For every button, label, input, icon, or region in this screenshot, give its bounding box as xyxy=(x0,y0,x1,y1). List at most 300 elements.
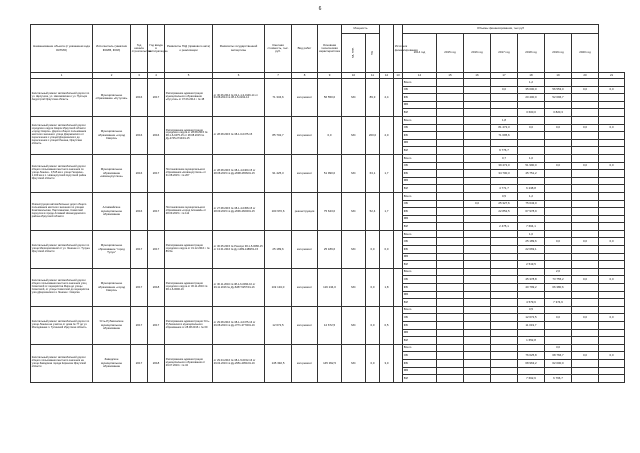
cell-y15 xyxy=(464,116,491,124)
cell-y16: 39 472,0 xyxy=(491,162,518,170)
cell-y15 xyxy=(464,375,491,383)
cell-y17: 68 963,2 xyxy=(518,359,545,367)
cell-y16 xyxy=(491,253,518,261)
cell-m1: 200,0 xyxy=(366,116,380,154)
table-row xyxy=(31,268,625,276)
cell-y16: 34 700,3 xyxy=(491,170,518,178)
cell-y19 xyxy=(572,261,599,269)
header-text: ед. изм. xyxy=(350,47,355,59)
cell-funding-label: Всего xyxy=(403,306,437,314)
column-number: 7 xyxy=(265,73,292,79)
cell-y19 xyxy=(572,223,599,231)
cell-y16: 0,0 xyxy=(491,86,518,94)
cell-y15 xyxy=(464,337,491,345)
cell-y19 xyxy=(572,154,599,162)
header-year xyxy=(464,34,491,73)
cell-funding-label: МБ xyxy=(403,329,437,337)
cell-m2: 1,7 xyxy=(380,192,394,230)
cell-funding-label: ОБ xyxy=(403,162,437,170)
header-text: Мощность xyxy=(353,26,368,31)
cell-start: 2016 xyxy=(131,192,148,230)
header-col-3 xyxy=(131,25,152,73)
cell-funding-label: ВИ xyxy=(403,261,437,269)
cell-y15 xyxy=(464,109,491,117)
header-year xyxy=(437,34,464,73)
cell-y18 xyxy=(545,192,572,200)
cell-y18: 56 553,0 xyxy=(545,86,572,94)
cell-y14 xyxy=(437,230,464,238)
cell-y20 xyxy=(599,101,625,109)
cell-y15 xyxy=(464,367,491,375)
cell-y20 xyxy=(599,147,625,155)
cell-expert: от 30.06.2014 № 02-1-1-3-0146-14 от 04.08.2014 № 38-1-5-0192-14 xyxy=(213,79,265,117)
cell-y20: 0,0 xyxy=(599,238,625,246)
cell-funding-label: ВИ xyxy=(403,375,437,383)
cell-y18 xyxy=(545,208,572,216)
cell-y17: 12 672,5 xyxy=(518,314,545,322)
cell-end: 2016 xyxy=(148,116,165,154)
cell-y18 xyxy=(545,261,572,269)
cell-y18 xyxy=(545,200,572,208)
cell-decree: Распоряжение администрации муниципального образования «Кутулик» от 07.06.2014 г. № 48 xyxy=(165,79,213,117)
column-number: 2 xyxy=(93,73,131,79)
cell-y16: 71 695,6 xyxy=(491,132,518,140)
cell-y18 xyxy=(545,177,572,185)
cell-y18: 2,6 xyxy=(545,268,572,276)
cell-y19 xyxy=(572,375,599,383)
cell-y15 xyxy=(464,230,491,238)
column-number: 1 xyxy=(31,73,93,79)
cell-y15: 0,0 xyxy=(464,200,491,208)
cell-y18 xyxy=(545,139,572,147)
cell-funding-label: ФБ xyxy=(403,246,437,254)
cell-y20 xyxy=(599,79,625,87)
cell-y19 xyxy=(572,192,599,200)
cell-y16 xyxy=(491,238,518,246)
cell-y17: 20 400,0 xyxy=(518,94,545,102)
cell-y19: 0,0 xyxy=(572,124,599,132)
cell-funding-label: МБ xyxy=(403,291,437,299)
cell-y17: 35 000,0 xyxy=(518,86,545,94)
cell-y17: 1 652,8 xyxy=(518,337,545,345)
cell-y18 xyxy=(545,79,572,87)
cell-y15 xyxy=(464,284,491,292)
cell-y19 xyxy=(572,139,599,147)
cell-y14 xyxy=(437,215,464,223)
header-h10a xyxy=(342,34,366,73)
cell-y14 xyxy=(437,276,464,284)
cell-y19: 0,0 xyxy=(572,162,599,170)
cell-char: 0,0 xyxy=(318,116,342,154)
cell-y17: 76 625,8 xyxy=(518,352,545,360)
cell-y17 xyxy=(518,215,545,223)
column-number: 19 xyxy=(545,73,572,79)
cell-decree: Распоряжение администрации муниципального образования от 29.07.2016 г. № 34 xyxy=(165,344,213,382)
cell-y16 xyxy=(491,284,518,292)
cell-y20: 0,0 xyxy=(599,314,625,322)
cell-y17: 51 990,0 xyxy=(518,162,545,170)
cell-y20 xyxy=(599,359,625,367)
cell-unit: МС xyxy=(342,268,366,306)
table-row xyxy=(31,154,625,162)
header-text: Основная техническая характеристика xyxy=(319,42,340,54)
cell-y17 xyxy=(518,147,545,155)
column-number: 14 xyxy=(403,73,437,79)
cell-y16 xyxy=(491,359,518,367)
cell-y20 xyxy=(599,177,625,185)
cell-expert: от 28.08.2015 № 38-1-6-0475-15 xyxy=(213,116,265,154)
header-text: Вид работ xyxy=(297,45,312,50)
cell-y18 xyxy=(545,246,572,254)
column-number: 11 xyxy=(366,73,380,79)
cell-end: 2017 xyxy=(148,306,165,344)
cell-y14 xyxy=(437,337,464,345)
cell-y20 xyxy=(599,268,625,276)
cell-y16: 0,5 xyxy=(491,192,518,200)
cell-y19 xyxy=(572,230,599,238)
cell-y20 xyxy=(599,116,625,124)
cell-y16: 1,8 xyxy=(491,116,518,124)
cell-y16 xyxy=(491,375,518,383)
cell-kind: кап.ремонт xyxy=(292,79,318,117)
cell-y20 xyxy=(599,132,625,140)
cell-y17: 3 600,0 xyxy=(518,109,545,117)
cell-y14 xyxy=(437,132,464,140)
cell-y17: 45 378,8 xyxy=(518,276,545,284)
cell-kind: кап.ремонт xyxy=(292,230,318,268)
cell-blank xyxy=(394,79,403,117)
column-number: 9 xyxy=(318,73,342,79)
cell-funding-label: Всего xyxy=(403,116,437,124)
cell-kind: кап.ремонт xyxy=(292,268,318,306)
cell-unit: МС xyxy=(342,230,366,268)
cell-m1: 89,3 xyxy=(366,79,380,117)
cell-y20 xyxy=(599,299,625,307)
cell-funding-label: Всего xyxy=(403,268,437,276)
cell-y19 xyxy=(572,185,599,193)
cell-start: 2017 xyxy=(131,344,148,382)
cell-m1: 0,0 xyxy=(366,230,380,268)
header-text: 2019 год xyxy=(552,50,564,55)
table-row xyxy=(31,116,625,124)
cell-char: 12 672,5 xyxy=(318,306,342,344)
cell-y20 xyxy=(599,367,625,375)
cell-y17: 45 751,2 xyxy=(518,170,545,178)
cell-y20 xyxy=(599,246,625,254)
header-text: Источник финансирования xyxy=(394,44,418,52)
table-row xyxy=(31,230,625,238)
cell-y14 xyxy=(437,306,464,314)
cell-y19 xyxy=(572,306,599,314)
cell-y15 xyxy=(464,246,491,254)
cell-funding-label: ВИ xyxy=(403,109,437,117)
cell-y16: 22 852,5 xyxy=(491,208,518,216)
cell-y20 xyxy=(599,322,625,330)
cell-end: 2017 xyxy=(148,154,165,192)
column-number: 21 xyxy=(599,73,625,79)
cell-y18: 68 766,7 xyxy=(545,352,572,360)
column-number: 4 xyxy=(148,73,165,79)
cell-funding-label: ОБ xyxy=(403,200,437,208)
cell-decree: Распоряжение администрации городского округа от 28.08.2015 № 38-1-6-0475-15 от 28.08.2015 № Ду-2745-2744/01-15 xyxy=(165,116,213,154)
cell-y16 xyxy=(491,291,518,299)
cell-char: 75 643,0 xyxy=(318,192,342,230)
cell-m1: 0,0 xyxy=(366,268,380,306)
column-number: 8 xyxy=(292,73,318,79)
cell-y14 xyxy=(437,359,464,367)
cell-kind: кап.ремонт xyxy=(292,154,318,192)
header-h10b xyxy=(366,34,380,73)
cell-funding-label: ОБ xyxy=(403,124,437,132)
header-text: Год начала строительства xyxy=(131,42,152,54)
cell-y14 xyxy=(437,116,464,124)
cell-y15 xyxy=(464,86,491,94)
cell-y15 xyxy=(464,306,491,314)
cell-y16 xyxy=(491,94,518,102)
cell-y17: 7 662,6 xyxy=(518,375,545,383)
cell-y19 xyxy=(572,344,599,352)
cell-y20 xyxy=(599,284,625,292)
cell-y17: 1,0 xyxy=(518,154,545,162)
cell-y16 xyxy=(491,215,518,223)
cell-y15 xyxy=(464,314,491,322)
cell-y18: 0,0 xyxy=(545,238,572,246)
cell-end: 2018 xyxy=(148,344,165,382)
cell-funding-label: ОБ xyxy=(403,314,437,322)
table-row xyxy=(31,192,625,200)
cell-blank xyxy=(394,344,403,382)
cell-y14 xyxy=(437,170,464,178)
cell-y18 xyxy=(545,306,572,314)
cell-y17 xyxy=(518,367,545,375)
header-text: 2020 год xyxy=(579,50,591,55)
header-text: Исполнитель (заказчик ФОИВ, ФОИ) xyxy=(96,44,127,52)
cell-y17: 2 519,5 xyxy=(518,261,545,269)
cell-start: 2016 xyxy=(131,79,148,117)
header-capacity xyxy=(342,25,380,34)
cell-funding-label: Всего xyxy=(403,230,437,238)
cell-name: Капитальный ремонт автомобильной дороги общего пользования местного значения улиц Советской от перекрёстка Мира до улицы Советской, от улицы Советской до перекрёстка улиц Дзержинского и Ленина г. Свирска xyxy=(31,268,93,306)
cell-funding-label: МБ xyxy=(403,139,437,147)
cell-exec: Муниципальное образование "город Тулун" xyxy=(93,230,131,268)
cell-funding-label: ОБ xyxy=(403,86,437,94)
cell-y20: 0,0 xyxy=(599,162,625,170)
cell-m1: 52,4 xyxy=(366,192,380,230)
cell-char: 119 134,0 xyxy=(318,268,342,306)
cell-decree: Распоряжение администрации Усть-Рубахинского муниципального образования от 28.08.2016 г. № 69 xyxy=(165,306,213,344)
cell-y20 xyxy=(599,223,625,231)
cell-y15 xyxy=(464,192,491,200)
cell-unit: МС xyxy=(342,154,366,192)
cell-y15 xyxy=(464,299,491,307)
cell-funding-label: ФБ xyxy=(403,208,437,216)
cell-y19 xyxy=(572,208,599,216)
cell-y15 xyxy=(464,162,491,170)
cell-y18: 73 755,2 xyxy=(545,276,572,284)
cell-start: 2017 xyxy=(131,230,148,268)
cell-y14 xyxy=(437,162,464,170)
cell-funding-label: МБ xyxy=(403,253,437,261)
cell-y16 xyxy=(491,177,518,185)
cell-y14 xyxy=(437,94,464,102)
cell-unit: МС xyxy=(342,79,366,117)
cell-y16 xyxy=(491,139,518,147)
cell-y18 xyxy=(545,337,572,345)
cell-y15 xyxy=(464,291,491,299)
header-col-7 xyxy=(265,25,292,73)
cell-y19: 0,0 xyxy=(572,86,599,94)
cell-y17 xyxy=(518,139,545,147)
cell-cost: 12 672,5 xyxy=(265,306,292,344)
header-col-9 xyxy=(318,25,342,73)
cell-y19 xyxy=(572,284,599,292)
cell-y17 xyxy=(518,291,545,299)
cell-y14 xyxy=(437,299,464,307)
cell-funding-label: Всего xyxy=(403,79,437,87)
cell-y15 xyxy=(464,268,491,276)
cell-exec: Заводское муниципальное образование xyxy=(93,344,131,382)
cell-funding-label: Всего xyxy=(403,154,437,162)
cell-y14 xyxy=(437,200,464,208)
cell-y17 xyxy=(518,101,545,109)
cell-y19 xyxy=(572,200,599,208)
cell-funding-label: ОБ xyxy=(403,352,437,360)
cell-y15 xyxy=(464,208,491,216)
header-col-5 xyxy=(165,25,213,73)
cell-y19 xyxy=(572,367,599,375)
header-text: 2016 год xyxy=(471,50,483,55)
cell-char: 56 550,0 xyxy=(318,79,342,117)
cell-end: 2017 xyxy=(148,192,165,230)
cell-cost: 71 334,6 xyxy=(265,79,292,117)
header-col-8 xyxy=(292,25,318,73)
cell-exec: Муниципальное образование «Кутулик» xyxy=(93,79,131,117)
cell-funding-label: ФБ xyxy=(403,132,437,140)
cell-y19 xyxy=(572,101,599,109)
cell-y14 xyxy=(437,177,464,185)
cell-y17: 1,2 xyxy=(518,192,545,200)
cell-y18: 52 696,7 xyxy=(545,94,572,102)
cell-y18 xyxy=(545,116,572,124)
cell-y18 xyxy=(545,101,572,109)
cell-exec: Муниципальное образование «город Свирск» xyxy=(93,116,131,154)
cell-y20 xyxy=(599,306,625,314)
cell-y16 xyxy=(491,230,518,238)
column-number: 15 xyxy=(437,73,464,79)
header-text: 2017 год xyxy=(498,50,510,55)
cell-y17 xyxy=(518,132,545,140)
cell-cost: 145 392,5 xyxy=(265,344,292,382)
cell-y14 xyxy=(437,109,464,117)
cell-y18 xyxy=(545,329,572,337)
cell-y16 xyxy=(491,276,518,284)
cell-y14 xyxy=(437,185,464,193)
cell-y14 xyxy=(437,101,464,109)
header-col-6 xyxy=(213,25,265,73)
cell-y19 xyxy=(572,322,599,330)
cell-y19 xyxy=(572,147,599,155)
cell-y18: 0,0 xyxy=(545,314,572,322)
cell-name: Капитальный ремонт автомобильной дороги по улице Мелиоративной от ул. Ленина к п. Тулуна Иркутской области xyxy=(31,230,93,268)
cell-y18 xyxy=(545,367,572,375)
cell-y16 xyxy=(491,268,518,276)
cell-y16: 2 475,1 xyxy=(491,223,518,231)
cell-y18: 3,0 xyxy=(545,344,572,352)
cell-y20 xyxy=(599,329,625,337)
header-text: Объемы финансирования, тыс.руб xyxy=(477,26,525,31)
cell-m1: 0,0 xyxy=(366,306,380,344)
cell-char: 145 392,5 xyxy=(318,344,342,382)
cell-y17 xyxy=(518,268,545,276)
cell-y18 xyxy=(545,322,572,330)
cell-expert: от 29.04.2016 № 38-1-5-0152-16 от 29.04.2016 № Ду-2951-2951/01-16 xyxy=(213,344,265,382)
cell-funding-label: ОБ xyxy=(403,276,437,284)
table-row xyxy=(31,79,625,87)
cell-funding-label: ФБ xyxy=(403,322,437,330)
column-number: 17 xyxy=(491,73,518,79)
cell-y14 xyxy=(437,192,464,200)
cell-y19: 0,0 xyxy=(572,352,599,360)
program-table xyxy=(30,24,625,383)
cell-funding-label: Всего xyxy=(403,344,437,352)
cell-y17: 40 799,2 xyxy=(518,284,545,292)
cell-y15 xyxy=(464,132,491,140)
cell-expert: от 30.11.2016 № 38-1-6-0090-16 от 29.11.2016 № Ду-5287-5257/01-16 xyxy=(213,268,265,306)
cell-funding-label: Всего xyxy=(403,192,437,200)
cell-m2: 3,0 xyxy=(380,344,394,382)
cell-y16 xyxy=(491,261,518,269)
cell-y15 xyxy=(464,215,491,223)
cell-y18: 7 374,6 xyxy=(545,299,572,307)
cell-y15 xyxy=(464,147,491,155)
cell-name: Капитальный ремонт автомобильной дороги общего пользования местного значения по улице Ленина - 0,515 км и улице Гагарина - 1,169 км в п. Новонукутский Нукутский район Иркутской области xyxy=(31,154,93,192)
cell-y19 xyxy=(572,109,599,117)
header-col-1 xyxy=(31,25,93,73)
cell-funding-label: ФБ xyxy=(403,359,437,367)
cell-y20 xyxy=(599,375,625,383)
cell-y14 xyxy=(437,246,464,254)
cell-y15 xyxy=(464,352,491,360)
cell-blank xyxy=(394,154,403,192)
cell-y14 xyxy=(437,208,464,216)
cell-y19 xyxy=(572,268,599,276)
cell-char: 51 990,0 xyxy=(318,154,342,192)
cell-blank xyxy=(394,116,403,154)
cell-decree: Распоряжение администрации городского округа от 30.11.2016 № 38-1-6-0090-16 xyxy=(165,268,213,306)
cell-y18: 66 380,6 xyxy=(545,284,572,292)
cell-funding-label: ФБ xyxy=(403,284,437,292)
header-year xyxy=(403,34,437,73)
cell-y18: 3 820,3 xyxy=(545,109,572,117)
cell-y20 xyxy=(599,185,625,193)
cell-y17 xyxy=(518,177,545,185)
cell-y19 xyxy=(572,337,599,345)
header-text: 2018 год xyxy=(525,50,537,55)
table-row xyxy=(31,306,625,314)
column-number: 18 xyxy=(518,73,545,79)
cell-unit: МС xyxy=(342,192,366,230)
cell-m1: 0,0 xyxy=(366,344,380,382)
cell-exec: Муниципальное образование «город Свирск» xyxy=(93,268,131,306)
cell-y20 xyxy=(599,337,625,345)
cell-y18 xyxy=(545,132,572,140)
cell-y15 xyxy=(464,261,491,269)
column-number: 16 xyxy=(464,73,491,79)
column-number: 13 xyxy=(394,73,403,79)
cell-y15 xyxy=(464,322,491,330)
cell-y15 xyxy=(464,329,491,337)
cell-name: Реконструкция автомобильных дорог общего пользования местного значения по улицам Комсомольская, Партизанская, Советский переулок в городе Алзамай Нижнеудинского района Иркутской области xyxy=(31,192,93,230)
